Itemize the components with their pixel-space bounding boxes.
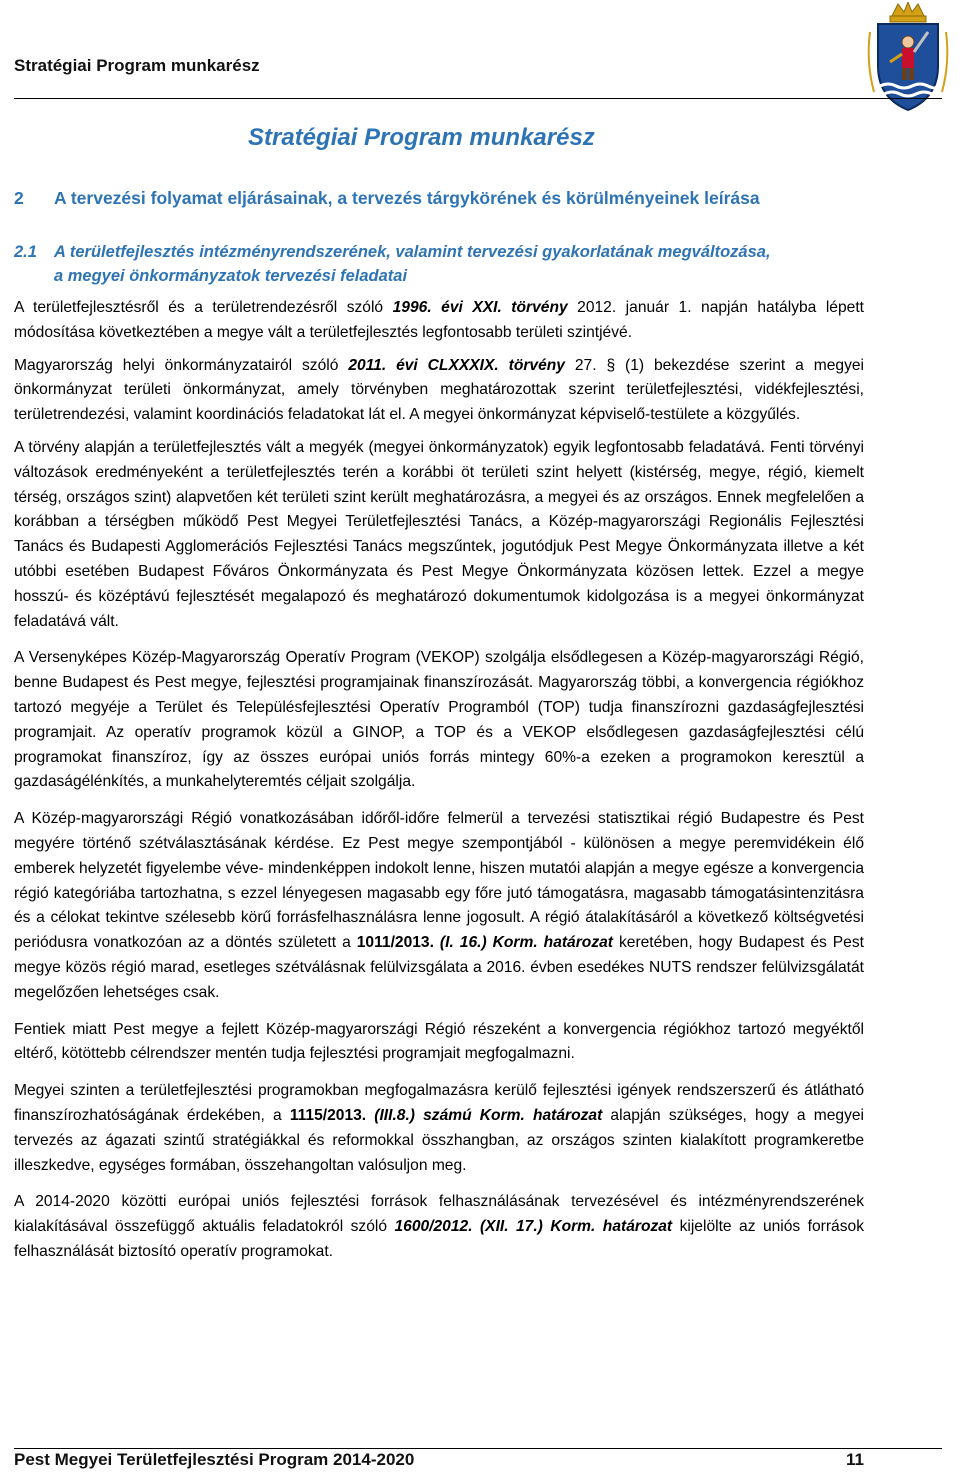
heading-3-line1: A területfejlesztés intézményrendszerének, valamint tervezési gyakorlatának megváltozása, — [54, 243, 771, 261]
p7-text-a: Megyei szinten a területfejlesztési programokban megfogalmazásra kerülő fejlesztési igények rendszerszerű és átlátható finanszírozhatóságának érdekében, a — [14, 1082, 864, 1124]
heading-2 — [14, 188, 760, 209]
p1-text-a: A területfejlesztésről és a területrendezésről szóló — [14, 299, 393, 316]
page-number: 11 — [846, 1450, 864, 1469]
p5-text-a: A Közép-magyarországi Régió vonatkozásában időről-időre felmerül a tervezési statisztikai régió Budapestre és Pest megyére történő szétválasztásának kérdése. Ez Pest megye szempontjából - különösen a megye peremvidékein élő emberek helyzetét figyelembe véve- mindenképpen indokolt lenne, hiszen mutatói alapján a megye egésze a konvergencia régió kategóriába tartozhatna, s ezzel lényegesen magasabb egy főre jutó támogatásra, magasabb támogatásintenzitásra és a célokat tekintve szélesebb körű forrásfelhasználásra lenne jogosult. A régió átalakításáról a következő költségvetési periódusra vonatkozóan az a döntés született a — [14, 810, 864, 952]
paragraph-5 — [14, 807, 864, 1005]
header-divider — [14, 98, 942, 99]
p8-text-a: A 2014-2020 közötti európai uniós fejlesztési források felhasználásának tervezésével és intézményrendszerének kialakításával összefüggő aktuális feladatokról szóló — [14, 1193, 864, 1236]
heading-3-number: 2.1 — [14, 243, 37, 261]
running-header-title: Stratégiai Program munkarész — [14, 56, 260, 75]
p8-text-c: kijelölte az uniós források felhasználását biztosító operatív programokat. — [14, 1218, 864, 1260]
heading-2-number: 2 — [14, 188, 24, 208]
p5-text-e: keretében, hogy Budapest és Pest megye közös régió marad, esetleges szétválásnak felülvizsgálata a 2016. évben esedékes NUTS rendszer felülvizsgálatát megelőzően lehetséges csak. — [14, 934, 864, 1001]
p7-decree-reference: (III.8.) számú Korm. határozat — [374, 1106, 603, 1124]
body-text — [14, 296, 864, 1277]
section-title: Stratégiai Program munkarész — [248, 124, 595, 151]
p2-text-a: Magyarország helyi önkormányzatairól szóló — [14, 356, 349, 374]
footer-divider — [14, 1448, 942, 1449]
paragraph-3: A törvény alapján a területfejlesztés vált a megyék (megyei önkormányzatok) egyik legfontosabb feladatává. Fenti törvényi változások eredményeként a területfejlesztés terén a korábbi öt területi szint helyett (kistérség, megye, régió, kiemelt térség, országos szint) alapvetően két területi szint került meghatározásra, a megyei és az országos. Ennek megfelelően a korábban a térségben működő Pest Megyei Területfejlesztési Tanács, a Közép-magyarországi Regionális Fejlesztési Tanács és Budapesti Agglomerációs Fejlesztési Tanács megszűntek, jogutódjuk Pest Megye Önkormányzata illetve a két utóbbi esetében Budapest Főváros Önkormányzata és Pest Megye Önkormányzata közösen lettek. Ezzel a megye hosszú- és középtávú fejlesztését megalapozó és meghatározó dokumentumok kidolgozása is a megyei önkormányzat feladatává vált. — [14, 438, 864, 630]
p8-decree-reference: 1600/2012. (XII. 17.) Korm. határozat — [394, 1218, 673, 1236]
p2-law-reference: 2011. évi CLXXXIX. törvény — [348, 356, 565, 374]
p7-decree-number: 1115/2013. — [289, 1106, 367, 1124]
heading-3-line2: a megyei önkormányzatok tervezési feladatai — [54, 267, 408, 285]
paragraph-8 — [14, 1190, 864, 1264]
paragraph-2 — [14, 354, 864, 428]
footer-title: Pest Megyei Területfejlesztési Program 2014-2020 — [14, 1450, 415, 1469]
paragraph-6: Fentiek miatt Pest megye a fejlett Közép-magyarországi Régió részeként a konvergencia régiókhoz tartozó megyéktől eltérő, kötöttebb célrendszer mentén tudja fejlesztési programjait megfogalmazni. — [14, 1020, 864, 1063]
p7-text-e: alapján szükséges, hogy a megyei tervezés az ágazati szintű stratégiákkal és reformokkal összhangban, az országos szinten kialakított programkeretbe illeszkedve, egységes formában, összehangoltan valósuljon meg. — [14, 1106, 864, 1174]
paragraph-1 — [14, 296, 864, 346]
p2-text-c: 27. § (1) bekezdése szerint a megyei önkormányzat területi önkormányzat, amely törvényben meghatározottak szerint területfejlesztési, vidékfejlesztési, területrendezési, valamint koordinációs feladatokat lát el. A megyei önkormányzat képviselő-testülete a közgyűlés. — [14, 356, 865, 424]
heading-2-text: A tervezési folyamat eljárásainak, a tervezés tárgykörének és körülményeinek leírása — [54, 188, 760, 208]
coat-of-arms-icon — [862, 2, 954, 112]
p5-decree-reference: (I. 16.) Korm. határozat — [439, 934, 613, 952]
paragraph-4: A Versenyképes Közép-Magyarország Operatív Program (VEKOP) szolgálja elsődlegesen a Közép-magyarországi Régió, benne Budapest és Pest megye, fejlesztési programjainak finanszírozását. Magyarország többi, a konvergencia régiókhoz tartozó megyéje a Terület és Településfejlesztési Operatív Programból (TOP) tudja finanszírozni gazdaságfejlesztési programjait. Az operatív programok közül a GINOP, a TOP és a VEKOP elsődlegesen gazdaságfejlesztési célú programokat finanszíroz, így az összes európai uniós forrás mintegy 60%-a ezeken a programokon keresztül a gazdaságélénkítés, a munkahelyteremtés céljait szolgálja. — [14, 649, 864, 791]
p1-text-c: 2012. január 1. napján hatályba lépett módosítása következtében a megye vált a területfejlesztés legfontosabb területi szintjévé. — [14, 299, 864, 341]
paragraph-7 — [14, 1079, 864, 1178]
heading-3 — [14, 240, 874, 288]
p5-decree-number: 1011/2013. — [356, 934, 434, 952]
p1-law-reference: 1996. évi XXI. törvény — [392, 299, 568, 316]
